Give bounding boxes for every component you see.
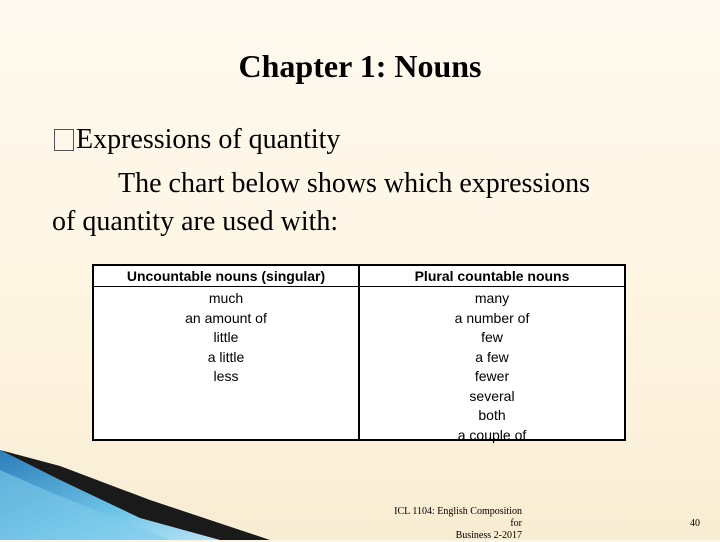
table-cell: a few [475, 348, 509, 365]
bullet-point [54, 124, 340, 156]
quantity-table [92, 264, 626, 441]
table-cell: an amount of [185, 309, 267, 326]
table-cell: several [469, 387, 515, 404]
column-header: Plural countable nouns [360, 266, 624, 287]
body-text-line: The chart below shows which expressions [118, 168, 591, 199]
table-column-uncountable [94, 266, 358, 439]
table-column-plural-countable [358, 266, 624, 443]
bullet-text: Expressions of quantity [76, 124, 341, 155]
table-cell: a number of [454, 309, 530, 326]
footer-course-reference [380, 506, 522, 542]
table-cell: little [213, 329, 239, 345]
slide-title: Chapter 1: Nouns [238, 48, 482, 84]
bullet-box-icon [54, 129, 74, 151]
table-cell: a couple of [457, 426, 527, 443]
table-cell: less [213, 368, 239, 384]
table-cell: much [208, 290, 244, 306]
body-text-line: of quantity are used with: [52, 206, 339, 237]
table-cell: both [478, 407, 506, 423]
footer-line: ICL 1104: English Composition for [394, 506, 522, 529]
table-cell: a little [207, 348, 245, 365]
page-number: 40 [690, 518, 700, 529]
corner-decoration [0, 440, 330, 540]
table-cell: fewer [474, 368, 510, 384]
footer-line: Business 2-2017 [455, 530, 522, 541]
column-header: Uncountable nouns (singular) [94, 266, 358, 287]
table-cell: few [481, 329, 503, 345]
table-cell: many [474, 290, 510, 306]
